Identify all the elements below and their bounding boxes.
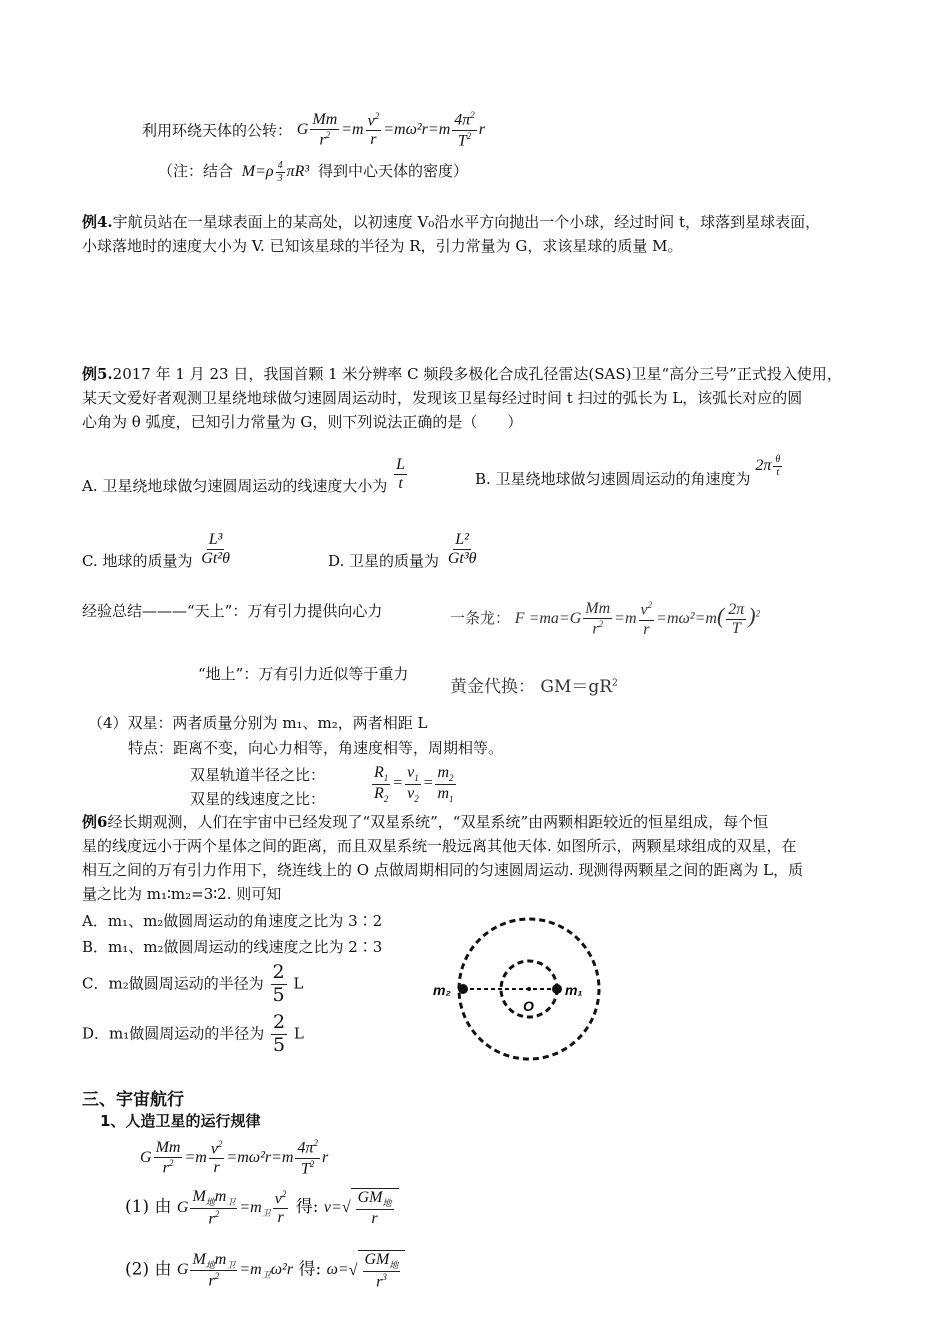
density-formula: M=ρ $\frac{4}{3}$ πR³ — [241, 160, 310, 184]
orbit-equation: G $\frac{Mm}{r^2}$ =m $\frac{v^2}{r}$ =mω²r=m $\frac{4\pi^2}{T^2}$ r — [296, 110, 485, 150]
section-3-title: 三、宇宙航行 — [82, 1090, 184, 1110]
star-m1 — [552, 984, 562, 994]
star-m2 — [458, 984, 468, 994]
satellite-velocity-eq: (1) 由 G $\frac{M_地m_卫}{r^2}$ $=m_卫$ $\frac{v^2}{r}$ 得: v=√ $\frac{GM_地}{r}$ — [125, 1188, 399, 1228]
ex5-option-b[interactable]: B. 卫星绕地球做匀速圆周运动的角速度为 2π $\frac{\theta}{t}$ — [475, 468, 784, 492]
satellite-omega-eq: (2) 由 G $\frac{M_地m_卫}{r^2}$ $=m_卫\omega^2r$ 得: ω=√ $\frac{GM_地}{r^3}$ — [125, 1250, 405, 1291]
ex6-option-a[interactable]: A．m₁、m₂做圆周运动的角速度之比为 3∶2 — [82, 912, 383, 930]
ex5-option-a[interactable]: A. 卫星绕地球做匀速圆周运动的线速度大小为 $\frac{L}{t}$ — [82, 456, 406, 495]
ex4-tag: 例4. — [82, 213, 113, 231]
binary-features: 特点：距离不变，向心力相等，角速度相等，周期相等。 — [128, 739, 504, 757]
one-dragon-formula: 一条龙： F =ma=G $\frac{Mm}{r^2}$ =m $\frac{v^2}{r}$ =mω²=m( $\frac{2\pi}{T}$ )$^2$ — [450, 600, 761, 638]
label-o: O — [523, 998, 534, 1014]
option-c-formula: $\frac{\text{L³}}{\text{Gt²θ}}$ — [201, 531, 230, 568]
option-b-formula: 2π $\frac{\theta}{t}$ — [755, 454, 781, 478]
example-5: 例5.2017 年 1 月 23 日，我国首颗 1 米分辨率 C 频段多极化合成孔径雷达(SAS)卫星“高分三号”正式投入使用， 某天文爱好者观测卫星绕地球做匀速圆周运动时，发现该卫星每经过时间 t 扫过的弧长为 L，该弧长对应的圆 心角为 θ 弧度，已知引力常量为 G，则下列说法正确的是（ ） — [82, 365, 842, 431]
golden-substitution: 黄金代换： $GM=gR^2$ — [450, 677, 618, 697]
binary-radius-ratio: 双星轨道半径之比： — [190, 766, 326, 784]
example-4: 例4.宇航员站在一星球表面上的某高处，以初速度 V₀沿水平方向抛出一个小球，经过时间 t，球落到星球表面， 小球落地时的速度大小为 V. 已知该星球的半径为 R，引力常量为 G，求该星球的质量 M。 — [82, 213, 821, 255]
binary-ratio-formula: $\frac{R_1}{R_2}$ = $\frac{v_1}{v_2}$ = $\frac{m_2}{m_1}$ — [374, 764, 454, 804]
option-d-formula: $\frac{\text{L²}}{\text{Gt³θ}}$ — [447, 531, 477, 568]
orbit-formula-row — [142, 110, 485, 150]
binary-star-diagram — [425, 885, 645, 1070]
ex5-tag: 例5. — [82, 365, 113, 383]
ex6-tag: 例6 — [82, 813, 108, 831]
satellite-law-formula: G $\frac{Mm}{r^2}$ =m $\frac{v^2}{r}$ =mω²r=m $\frac{4\pi^2}{T^2}$ r — [140, 1138, 329, 1178]
ex6-option-d[interactable]: D．m₁做圆周运动的半径为 $\frac{2}{5}$ L — [82, 1011, 304, 1056]
option-a-formula: $\frac{L}{t}$ — [396, 456, 406, 493]
orbit-label: 利用环绕天体的公转： — [142, 121, 293, 140]
label-m1: m₁ — [565, 982, 583, 998]
ex6-option-c[interactable]: C．m₂做圆周运动的半径为 $\frac{2}{5}$ L — [82, 961, 304, 1006]
summary-ground: “地上”：万有引力近似等于重力 — [198, 665, 409, 683]
summary-sky: 经验总结———“天上”：万有引力提供向心力 — [82, 602, 383, 620]
ex5-option-d[interactable]: D. 卫星的质量为 $\frac{\text{L²}}{\text{Gt³θ}}$ — [328, 531, 477, 570]
center-o — [527, 987, 531, 991]
section-3-subtitle: 1、人造卫星的运行规律 — [100, 1112, 261, 1130]
label-m2: m₂ — [433, 982, 451, 998]
binary-speed-ratio: 双星的线速度之比： — [190, 790, 326, 808]
orbit-note: （注：结合 M=ρ $\frac{4}{3}$ πR³ 得到中心天体的密度） — [158, 160, 468, 184]
binary-title: （4）双星：两者质量分别为 m₁、m₂，两者相距 L — [88, 714, 428, 732]
ex5-option-c[interactable]: C. 地球的质量为 $\frac{\text{L³}}{\text{Gt²θ}}$ — [82, 531, 230, 570]
ex6-option-b[interactable]: B．m₁、m₂做圆周运动的线速度之比为 2∶3 — [82, 938, 383, 956]
example-6: 例6经长期观测，人们在宇宙中已经发现了“双星系统”，“双星系统”由两颗相距较近的恒星组成，每个恒 星的线度远小于两个星体之间的距离，而且双星系统一般远离其他天体. 如图所示，两颗星球组成的双星，在 相互之间的万有引力作用下，绕连线上的 O 点做周期相同的匀速圆周运动. 现测得两颗星之间的距离为 L，质 量之比为 m₁∶m₂=3∶2. 则可知 — [82, 813, 804, 903]
